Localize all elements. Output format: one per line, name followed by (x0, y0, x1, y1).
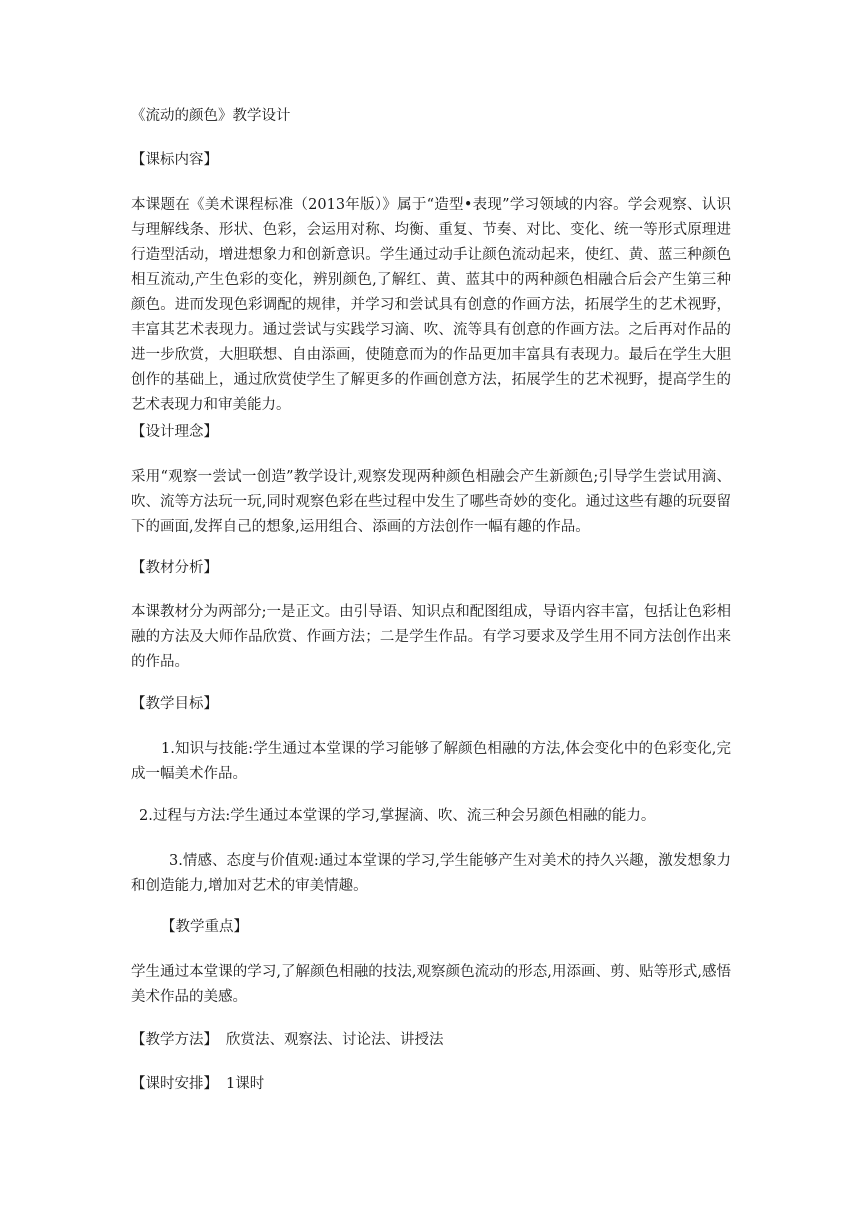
goal-item-3: 3.情感、态度与价值观:通过本堂课的学习,学生能够产生对美术的持久兴趣，激发想象力和创造能力,增加对艺术的审美情趣。 (131, 853, 731, 894)
heading-methods: 【教学方法】 (131, 1032, 218, 1048)
heading-analysis: 【教材分析】 (131, 560, 218, 576)
heading-curriculum: 【课标内容】 (131, 152, 218, 168)
methods-value: 欣赏法、观察法、讨论法、讲授法 (226, 1032, 444, 1048)
paragraph-analysis: 本课教材分为两部分;一是正文。由引导语、知识点和配图组成，导语内容丰富，包括让色彩相融的方法及大师作品欣赏、作画方法；二是学生作品。有学习要求及学生用不同方法创作出来的作品。 (131, 604, 731, 670)
heading-focus: 【教学重点】 (161, 919, 248, 935)
heading-schedule: 【课时安排】 (131, 1076, 218, 1092)
document-title: 《流动的颜色》教学设计 (131, 108, 291, 124)
methods-line (131, 1028, 444, 1053)
heading-concept: 【设计理念】 (131, 424, 218, 440)
schedule-value: 1课时 (226, 1076, 265, 1092)
goal-item-2: 2.过程与方法:学生通过本堂课的学习,掌握滴、吹、流三种会另颜色相融的能力。 (139, 808, 656, 824)
paragraph-focus: 学生通过本堂课的学习,了解颜色相融的技法,观察颜色流动的形态,用添画、剪、贴等形式,感悟美术作品的美感。 (131, 964, 731, 1005)
heading-goals: 【教学目标】 (131, 696, 218, 712)
paragraph-concept: 采用“观察一尝试一创造”教学设计,观察发现两种颜色相融会产生新颜色;引导学生尝试用滴、吹、流等方法玩一玩,同时观察色彩在些过程中发生了哪些奇妙的变化。通过这些有趣的玩耍留下的画面,发挥自己的想象,运用组合、添画的方法创作一幅有趣的作品。 (131, 469, 731, 535)
schedule-line (131, 1072, 264, 1097)
goal-item-1: 1.知识与技能:学生通过本堂课的学习能够了解颜色相融的方法,体会变化中的色彩变化,完成一幅美术作品。 (131, 741, 731, 782)
paragraph-curriculum: 本课题在《美术课程标准（2013年版）》属于“造型•表现”学习领域的内容。学会观察、认识与理解线条、形状、色彩，会运用对称、均衡、重复、节奏、对比、变化、统一等形式原理进行造型活动，增进想象力和创新意识。学生通过动手让颜色流动起来，使红、黄、蓝三种颜色相互流动,产生色彩的变化，辨别颜色,了解红、黄、蓝其中的两种颜色相融合后会产生第三种颜色。进而发现色彩调配的规律，并学习和尝试具有创意的作画方法，拓展学生的艺术视野，丰富其艺术表现力。通过尝试与实践学习滴、吹、流等具有创意的作画方法。之后再对作品的进一步欣赏，大胆联想、自由添画，使随意而为的作品更加丰富具有表现力。最后在学生大胆创作的基础上，通过欣赏使学生了解更多的作画创意方法，拓展学生的艺术视野，提高学生的艺术表现力和审美能力。 (131, 197, 731, 413)
